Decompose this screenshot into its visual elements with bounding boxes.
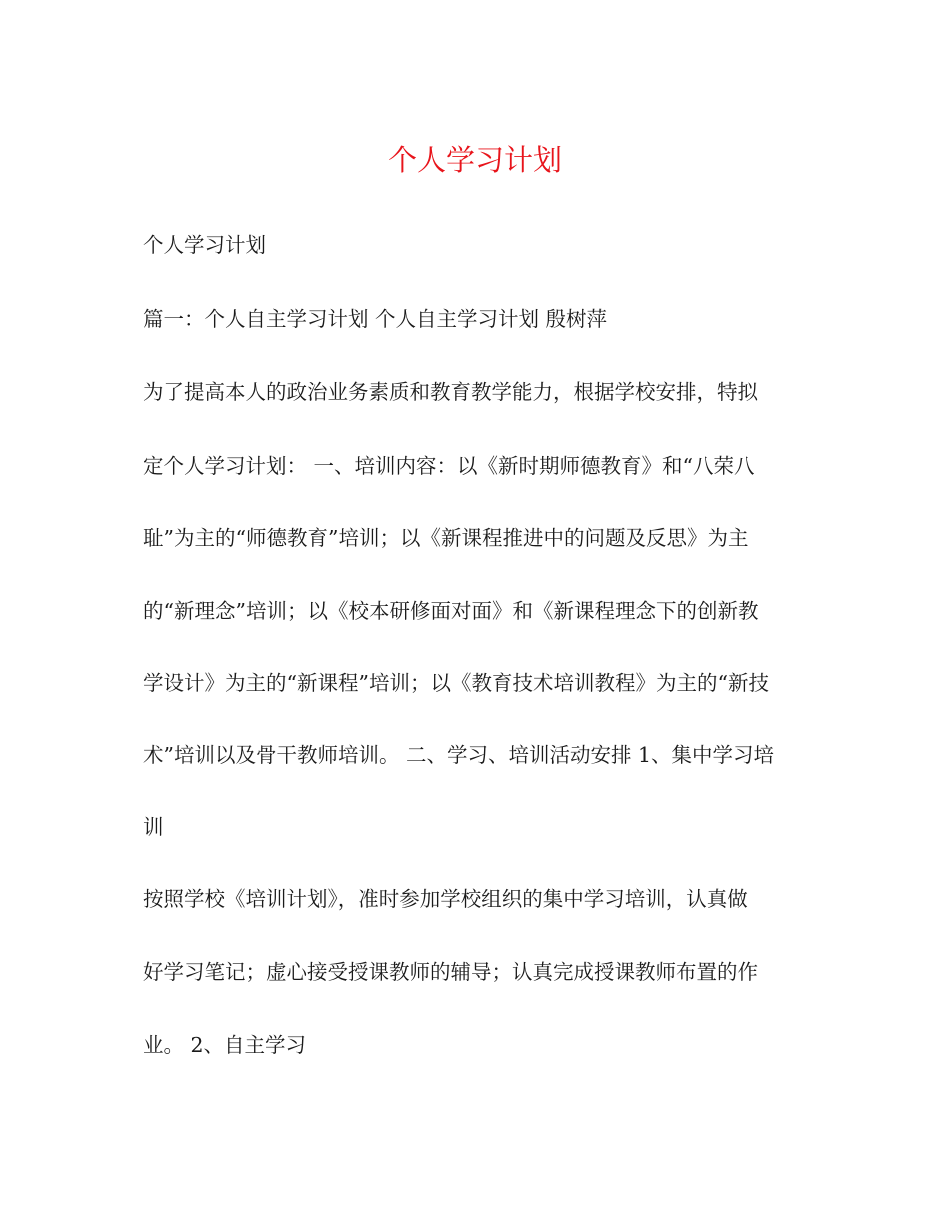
text-line: 好学习笔记；虚心接受授课教师的辅导；认真完成授课教师布置的作	[143, 960, 758, 984]
text-line: 为了提高本人的政治业务素质和教育教学能力，根据学校安排，特拟	[143, 380, 758, 404]
text-line: 术”培训以及骨干教师培训。 二、学习、培训活动安排 1、集中学习培	[143, 743, 775, 767]
document-title: 个人学习计划	[387, 143, 562, 177]
text-line: 训	[143, 815, 164, 839]
text-line: 业。 2、自主学习	[143, 1033, 307, 1057]
text-line: 篇一：个人自主学习计划 个人自主学习计划 殷树萍	[143, 307, 608, 331]
text-line: 的“新理念”培训；以《校本研修面对面》和《新课程理念下的创新教	[143, 599, 759, 623]
text-line: 学设计》为主的“新课程”培训；以《教育技术培训教程》为主的“新技	[143, 671, 769, 695]
text-line: 定个人学习计划： 一、培训内容：以《新时期师德教育》和“八荣八	[143, 454, 755, 478]
subtitle-line: 个人学习计划	[143, 233, 266, 257]
text-line: 按照学校《培训计划》，准时参加学校组织的集中学习培训，认真做	[143, 887, 748, 911]
text-line: 耻”为主的“师德教育”培训；以《新课程推进中的问题及反思》为主	[143, 526, 749, 550]
